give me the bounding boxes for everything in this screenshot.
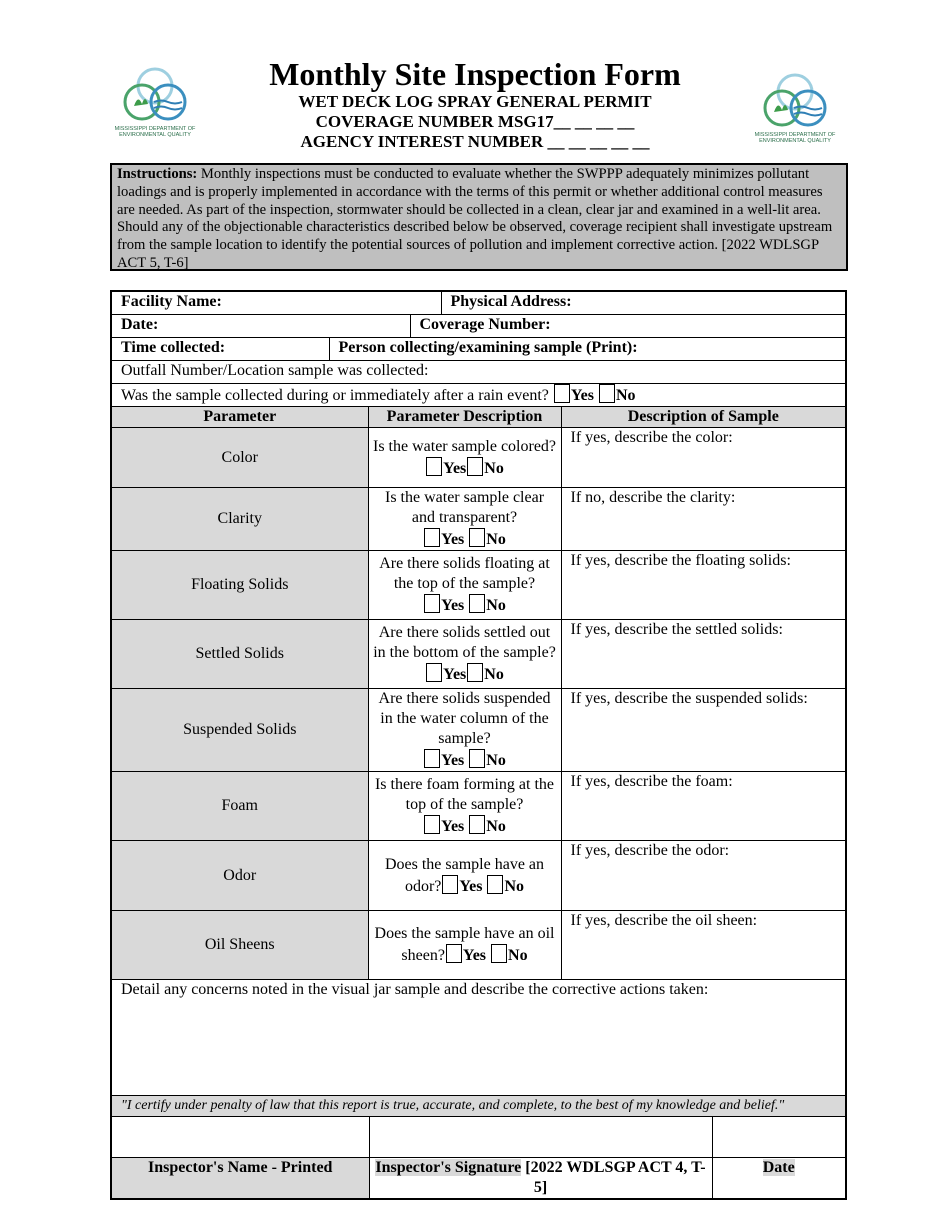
form-title: Monthly Site Inspection Form: [269, 56, 681, 92]
yes-checkbox[interactable]: [446, 944, 462, 963]
no-checkbox[interactable]: [491, 944, 507, 963]
no-checkbox[interactable]: [469, 528, 485, 547]
coverage-number-line: COVERAGE NUMBER MSG17__ __ __ __: [315, 112, 635, 131]
facility-row: [111, 291, 846, 315]
parameter-row: [111, 689, 846, 772]
mdeq-logo-icon: [750, 68, 840, 130]
sample-description-field[interactable]: If yes, describe the odor:: [561, 841, 846, 911]
parameter-question: Is there foam forming at the top of the sample?: [374, 776, 555, 813]
instructions-box: [110, 163, 848, 271]
column-header-parameter-description: Parameter Description: [368, 407, 561, 428]
time-row: [111, 338, 846, 361]
parameter-name: Settled Solids: [111, 620, 368, 689]
inspector-signature-label-cell: [369, 1157, 712, 1198]
person-collecting-field[interactable]: Person collecting/examining sample (Print):: [329, 338, 845, 360]
parameter-question: Does the sample have an odor?: [384, 855, 545, 895]
certification-statement: "I certify under penalty of law that this report is true, accurate, and complete, to the best of my knowledge and belief.": [111, 1096, 846, 1117]
mdeq-logo-right: [750, 68, 840, 154]
parameter-row: [111, 911, 846, 980]
rain-no-checkbox[interactable]: [599, 384, 615, 403]
parameter-question: Is the water sample clear and transparent?: [384, 489, 545, 526]
no-checkbox[interactable]: [469, 815, 485, 834]
yes-label: Yes: [441, 597, 465, 614]
rain-event-question: Was the sample collected during or immediately after a rain event?: [121, 387, 549, 404]
yes-label: Yes: [441, 531, 465, 548]
no-label: No: [484, 666, 504, 683]
signature-reference: [2022 WDLSGP ACT 4, T-5]: [525, 1158, 706, 1196]
inspector-name-input[interactable]: [112, 1117, 369, 1157]
logo-caption-line: ENVIRONMENTAL QUALITY: [759, 138, 831, 144]
concerns-field[interactable]: Detail any concerns noted in the visual jar sample and describe the corrective actions taken:: [111, 980, 846, 1096]
agency-interest-line: AGENCY INTEREST NUMBER __ __ __ __ __: [300, 132, 650, 151]
parameter-name: Floating Solids: [111, 551, 368, 620]
parameter-row: [111, 551, 846, 620]
signature-block: [111, 1117, 846, 1199]
inspector-signature-input[interactable]: [369, 1117, 712, 1157]
yes-checkbox[interactable]: [424, 528, 440, 547]
parameter-question: Are there solids floating at the top of the sample?: [379, 555, 550, 592]
physical-address-field[interactable]: Physical Address:: [441, 292, 845, 314]
parameter-name: Oil Sheens: [111, 911, 368, 980]
mdeq-logo-left: [110, 62, 200, 148]
sample-description-field[interactable]: If yes, describe the oil sheen:: [561, 911, 846, 980]
parameter-question: Is the water sample colored?: [372, 437, 557, 455]
parameter-question-cell: [368, 841, 561, 911]
yes-checkbox[interactable]: [424, 749, 440, 768]
parameter-row: [111, 488, 846, 551]
sample-description-field[interactable]: If yes, describe the settled solids:: [561, 620, 846, 689]
column-header-parameter: Parameter: [111, 407, 368, 428]
inspection-date-input[interactable]: [712, 1117, 845, 1157]
parameter-question-cell: [368, 620, 561, 689]
yes-label: Yes: [462, 947, 487, 964]
facility-name-field[interactable]: Facility Name:: [121, 293, 222, 310]
yes-label: Yes: [570, 387, 594, 404]
sample-description-field[interactable]: If yes, describe the color:: [561, 428, 846, 488]
yes-checkbox[interactable]: [424, 594, 440, 613]
yes-checkbox[interactable]: [442, 875, 458, 894]
rain-event-row: [111, 384, 846, 407]
logo-caption-line: MISSISSIPPI DEPARTMENT OF: [754, 132, 836, 138]
date-field[interactable]: Date:: [121, 316, 159, 333]
parameter-name: Suspended Solids: [111, 689, 368, 772]
yes-label: Yes: [441, 752, 465, 769]
mdeq-logo-icon: [110, 62, 200, 124]
no-label: No: [508, 947, 528, 964]
no-label: No: [504, 877, 525, 895]
inspector-signature-label: Inspector's Signature: [375, 1158, 522, 1176]
parameter-question: Are there solids settled out in the bottom of the sample?: [373, 624, 556, 661]
no-label: No: [486, 597, 506, 614]
inspection-form-table: [110, 290, 847, 1200]
parameter-name: Clarity: [111, 488, 368, 551]
parameter-row: [111, 772, 846, 841]
yes-checkbox[interactable]: [426, 663, 442, 682]
permit-name: WET DECK LOG SPRAY GENERAL PERMIT: [298, 92, 652, 111]
yes-label: Yes: [459, 877, 483, 895]
parameter-row: [111, 428, 846, 488]
parameter-row: [111, 620, 846, 689]
parameter-question-cell: [368, 428, 561, 488]
outfall-field[interactable]: Outfall Number/Location sample was collected:: [111, 361, 846, 384]
time-collected-field[interactable]: Time collected:: [121, 339, 226, 356]
yes-label: Yes: [443, 666, 467, 683]
parameter-name: Color: [111, 428, 368, 488]
yes-checkbox[interactable]: [424, 815, 440, 834]
parameter-question-cell: [368, 911, 561, 980]
instructions-label: Instructions:: [117, 166, 198, 182]
no-label: No: [484, 459, 504, 477]
coverage-number-field[interactable]: Coverage Number:: [410, 315, 845, 337]
logo-caption-line: MISSISSIPPI DEPARTMENT OF: [114, 126, 196, 132]
parameter-name: Odor: [111, 841, 368, 911]
column-header-row: [111, 407, 846, 428]
yes-label: Yes: [443, 459, 467, 477]
logo-caption-line: ENVIRONMENTAL QUALITY: [119, 132, 191, 138]
yes-checkbox[interactable]: [426, 457, 442, 476]
parameter-question-cell: [368, 551, 561, 620]
no-label: No: [486, 818, 506, 835]
sample-description-field[interactable]: If yes, describe the foam:: [561, 772, 846, 841]
date-row: [111, 315, 846, 338]
inspector-name-label: Inspector's Name - Printed: [112, 1157, 369, 1198]
no-label: No: [486, 752, 506, 769]
parameter-question: Are there solids suspended in the water column of the sample?: [378, 690, 551, 747]
parameter-row: [111, 841, 846, 911]
no-checkbox[interactable]: [469, 594, 485, 613]
no-label: No: [615, 387, 636, 404]
instructions-text: Monthly inspections must be conducted to evaluate whether the SWPPP adequately minimizes pollutant loadings and is properly implemented in accordance with the terms of this permit or whether additional control measures are needed. As part of the inspection, stormwater should be collected in a clean, clear jar and examined in a well-lit area. Should any of the objectionable characteristics described below be observed, coverage recipient shall investigate upstream from the sample location to identify the potential sources of pollution and implement corrective action. [2022 WDLSGP ACT 5, T-6]: [117, 166, 833, 271]
parameter-question-cell: [368, 488, 561, 551]
parameter-question: Does the sample have an oil sheen?: [374, 925, 555, 964]
parameter-name: Foam: [111, 772, 368, 841]
no-checkbox[interactable]: [467, 663, 483, 682]
no-checkbox[interactable]: [487, 875, 503, 894]
sample-description-field[interactable]: If yes, describe the floating solids:: [561, 551, 846, 620]
sample-description-field[interactable]: If yes, describe the suspended solids:: [561, 689, 846, 772]
column-header-description-of-sample: Description of Sample: [561, 407, 846, 428]
no-checkbox[interactable]: [467, 457, 483, 476]
date-label-cell: [712, 1157, 845, 1198]
date-label: Date: [762, 1158, 795, 1176]
parameter-question-cell: [368, 689, 561, 772]
no-label: No: [486, 531, 506, 548]
sample-description-field[interactable]: If no, describe the clarity:: [561, 488, 846, 551]
parameter-question-cell: [368, 772, 561, 841]
rain-yes-checkbox[interactable]: [554, 384, 570, 403]
no-checkbox[interactable]: [469, 749, 485, 768]
yes-label: Yes: [441, 818, 465, 835]
